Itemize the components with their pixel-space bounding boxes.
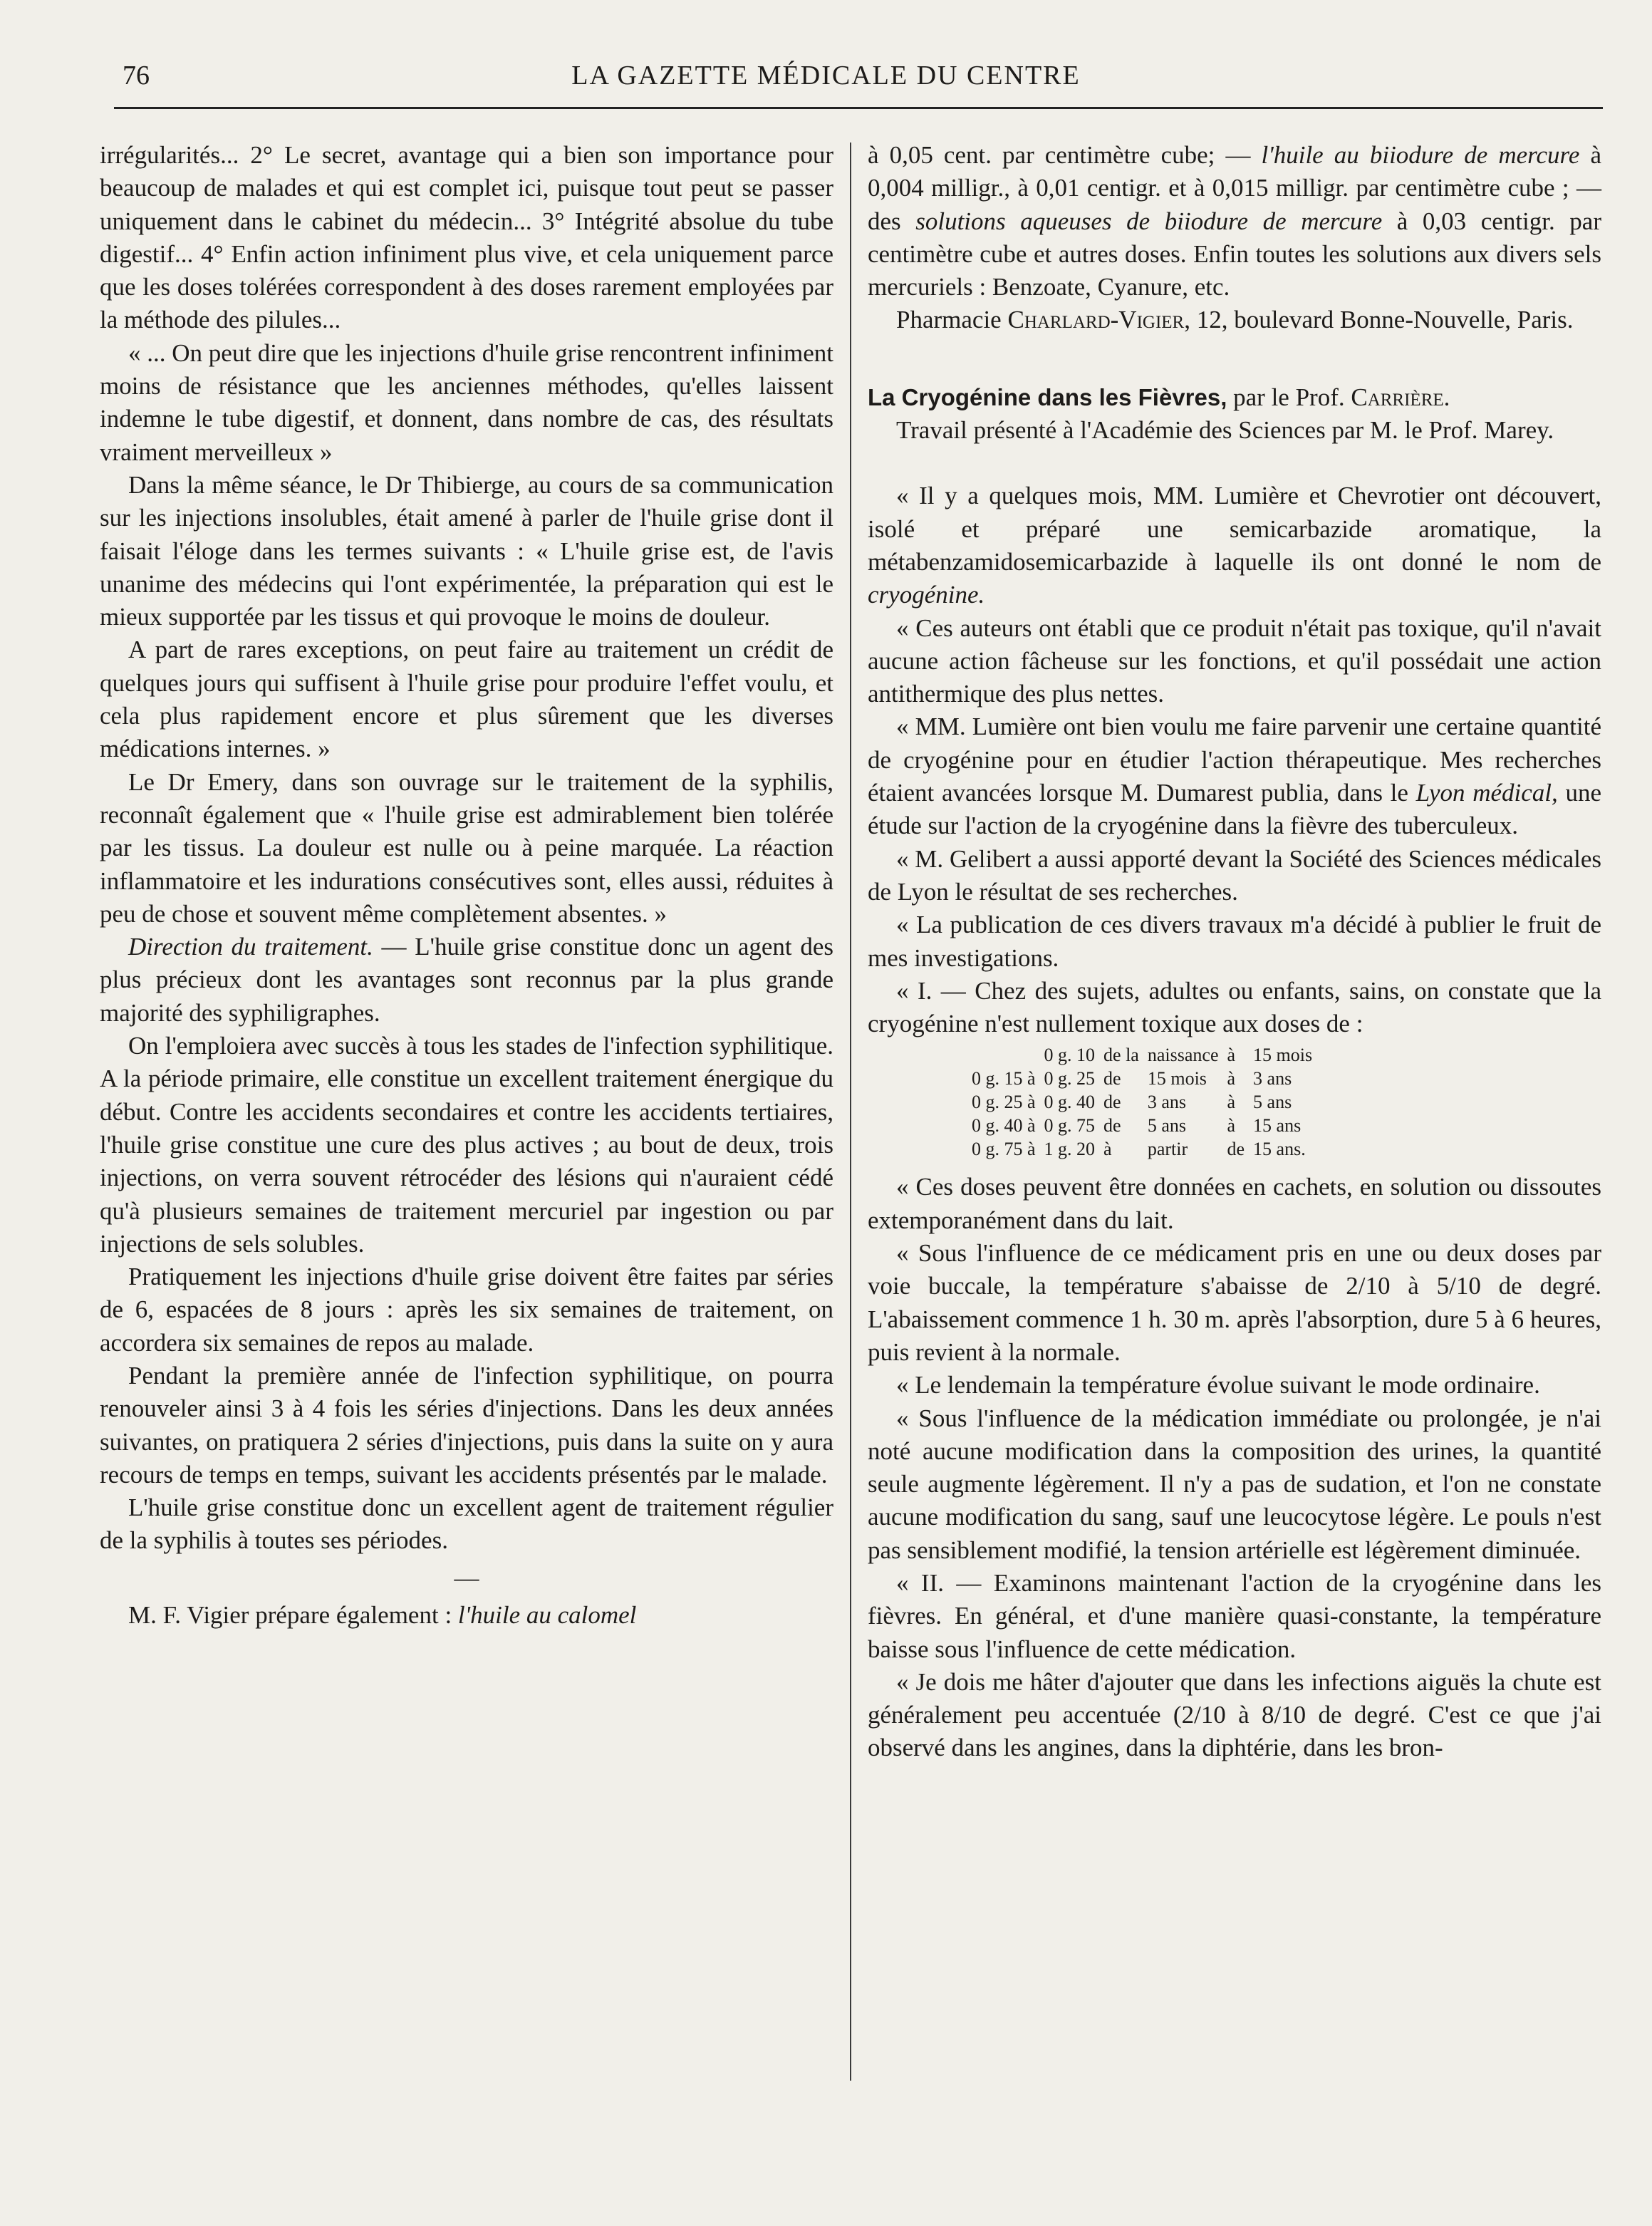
journal-name: Lyon médical, [1415, 779, 1558, 807]
table-cell: naissance [1147, 1045, 1219, 1066]
paragraph-text: Pharmacie [896, 306, 1008, 334]
paragraph: « M. Gelibert a aussi apporté devant la Société des Sciences médicales de Lyon le résultat de ses recherches. [868, 844, 1601, 906]
paragraph-text: M. F. Vigier prépare également : [128, 1601, 458, 1630]
article-title [868, 381, 1601, 414]
paragraph: « Le lendemain la température évolue suivant le mode ordinaire. [896, 1371, 1540, 1399]
page-number: 76 [123, 61, 150, 90]
paragraph: Pendant la première année de l'infection syphilitique, on pourra renouveler ainsi 3 à 4 fois les séries d'injections. Dans les deux années suivantes, on pratiquera 2 séries d'injections, puis dans la suite on y aura recours de temps en temps, suivant les accidents présentés par le malade. [100, 1361, 833, 1489]
table-cell: 15 mois [1253, 1045, 1313, 1066]
paragraph: « Sous l'influence de la médication immédiate ou prolongée, je n'ai noté aucune modification dans la composition des urines, la quantité seule augmente légèrement. Il n'y a pas de sudation, et l'on ne constate aucune modification du sang, sauf une leucocytose légère. Le pouls n'est pas sensiblement modifié, la tension artérielle est légèrement diminuée. [868, 1404, 1601, 1564]
paragraph: « Ces auteurs ont établi que ce produit n'était pas toxique, qu'il n'avait aucune action fâcheuse sur les fonctions, et qu'il possédait une action antithermique des plus nettes. [868, 614, 1601, 708]
table-cell: 5 ans [1253, 1092, 1292, 1113]
table-cell: de [1103, 1092, 1121, 1113]
journal-title: LA GAZETTE MÉDICALE DU CENTRE [571, 61, 1081, 90]
product-name: l'huile au calomel [457, 1601, 637, 1630]
table-row [967, 1114, 1316, 1137]
paragraph [868, 710, 1601, 842]
table-cell [967, 1043, 1040, 1067]
column-rule [850, 143, 851, 2081]
table-cell: à [1227, 1115, 1236, 1137]
paragraph: « Sous l'influence de ce médicament pris en une ou deux doses par voie buccale, la température s'abaisse de 2/10 à 5/10 de degré. L'abaissement commence 1 h. 30 m. après l'absorption, dure 5 à 6 heures, puis revient à la normale. [868, 1239, 1601, 1366]
table-cell: 3 ans [1253, 1068, 1292, 1089]
table-cell: de [1103, 1068, 1121, 1089]
spacer [868, 337, 1601, 381]
table-cell: de [1227, 1139, 1245, 1160]
table-cell: 0 g. 40 à [972, 1115, 1036, 1137]
paragraph-text: , 12, boulevard Bonne-Nouvelle, Paris. [1184, 306, 1574, 334]
separator: — [454, 1563, 479, 1592]
product-name: l'huile au biiodure de mercure [1261, 141, 1580, 169]
table-cell: 0 g. 25 [1044, 1068, 1096, 1089]
table-row [967, 1067, 1316, 1090]
article-title-text: La Cryogénine dans les Fièvres, [868, 383, 1227, 410]
table-cell: 0 g. 40 [1044, 1092, 1096, 1113]
paragraph [100, 931, 833, 1030]
header-rule [114, 107, 1603, 109]
paragraph [868, 480, 1601, 611]
paragraph-text: « Il y a quelques mois, MM. Lumière et Chevrotier ont découvert, isolé et préparé une semicarbazide aromatique, la métabenzamidosemicarbazide à laquelle ils ont donné le nom de [868, 482, 1601, 576]
paragraph [100, 1599, 833, 1632]
table-cell: 15 ans. [1253, 1139, 1306, 1160]
paragraph-text: — L'huile grise constitue donc un agent des plus précieux dont les avantages sont reconnus par la plus grande majorité des syphiligraphes. [100, 933, 833, 1027]
table-cell: 0 g. 10 [1044, 1045, 1096, 1066]
right-column [868, 139, 1601, 1765]
table-cell: 0 g. 15 à [972, 1068, 1036, 1089]
paragraph [868, 304, 1601, 336]
paragraph: « Ces doses peuvent être données en cachets, en solution ou dissoutes extemporanément dans du lait. [868, 1173, 1601, 1234]
table-cell: partir [1147, 1139, 1188, 1160]
paragraph-text: une étude sur l'action de la cryogénine dans la fièvre des tuberculeux. [868, 779, 1601, 840]
paragraph: A part de rares exceptions, on peut faire au traitement un crédit de quelques jours qui suffisent à l'huile grise pour produire l'effet voulu, et cela plus rapidement encore et plus sûrement que les diverses médications internes. » [100, 636, 833, 763]
table-cell: de la [1103, 1045, 1139, 1066]
dose-table [967, 1043, 1316, 1161]
left-column [100, 139, 833, 1632]
product-name: solutions aqueuses de biiodure de mercure [915, 207, 1383, 235]
paragraph-text: « MM. Lumière ont bien voulu me faire parvenir une certaine quantité de cryogénine pour en étudier l'action thérapeutique. Mes recherches étaient avancées lorsque M. Dumarest publia, dans le [868, 713, 1601, 807]
table-cell: à [1227, 1068, 1236, 1089]
paragraph-text: à 0,03 centigr. par centimètre cube et autres doses. Enfin toutes les solutions aux divers sels mercuriels : Benzoate, Cyanure, etc. [868, 207, 1602, 301]
table-cell: de [1103, 1115, 1121, 1137]
table-cell: à [1227, 1092, 1236, 1113]
table-cell: 0 g. 25 à [972, 1092, 1036, 1113]
table-cell: 15 ans [1253, 1115, 1302, 1137]
table-cell: 0 g. 75 à [972, 1139, 1036, 1160]
paragraph: « I. — Chez des sujets, adultes ou enfants, sains, on constate que la cryogénine n'est nullement toxique aux doses de : [868, 976, 1601, 1038]
pharmacy-name: Charlard-Vigier [1007, 306, 1185, 334]
table-cell: 5 ans [1147, 1115, 1187, 1137]
spacer [868, 447, 1601, 480]
paragraph: « II. — Examinons maintenant l'action de la cryogénine dans les fièvres. En général, et d'une manière quasi-constante, la température baisse sous l'influence de cette médication. [868, 1568, 1601, 1663]
paragraph: « La publication de ces divers travaux m'a décidé à publier le fruit de mes investigations. [868, 911, 1601, 972]
paragraph: irrégularités... 2° Le secret, avantage qui a bien son importance pour beaucoup de malades et qui est complet ici, puisque tout peut se passer uniquement dans le cabinet du médecin... 3° Intégrité absolue du tube digestif... 4° Enfin action infiniment plus vive, et cela uniquement parce que les doses tolérées correspondent à des doses rarement employées par la méthode des pilules... [100, 141, 833, 334]
table-cell: à [1227, 1045, 1236, 1066]
paragraph: Dans la même séance, le Dr Thibierge, au cours de sa communication sur les injections insolubles, était amené à parler de l'huile grise dont il faisait l'éloge dans les termes suivants : « L'huile grise est, de l'avis unanime des médecins qui l'ont expérimentée, la préparation qui est le mieux supportée par les tissus et qui provoque le moins de douleur. [100, 470, 833, 631]
table-row [967, 1090, 1316, 1114]
table-cell: 15 mois [1147, 1068, 1207, 1089]
paragraph: Le Dr Emery, dans son ouvrage sur le traitement de la syphilis, reconnaît également que « l'huile grise est admirablement bien tolérée par les tissus. La douleur est nulle ou à peine marquée. La réaction inflammatoire et les indurations consécutives sont, elles aussi, réduites à peu de chose et souvent même complètement absentes. » [100, 767, 833, 928]
paragraph-text: à 0,004 milligr., à 0,01 centigr. et à 0,015 milligr. par centimètre cube ; — des [868, 141, 1601, 235]
table-row [967, 1043, 1316, 1067]
table-row [967, 1137, 1316, 1161]
author-name: Carrière. [1351, 383, 1450, 411]
section-heading: Direction du traitement. [128, 933, 373, 961]
table-cell: à [1103, 1139, 1112, 1160]
table-cell: 1 g. 20 [1044, 1139, 1096, 1160]
paragraph: « ... On peut dire que les injections d'huile grise rencontrent infiniment moins de résistance que les anciennes méthodes, qu'elles laissent indemne le tube digestif, et donnent, dans nombre de cas, des résultats vraiment merveilleux » [100, 338, 833, 466]
paragraph [868, 139, 1601, 304]
byline: par le Prof. [1227, 383, 1351, 411]
drug-name: cryogénine. [868, 581, 985, 609]
paragraph: « Je dois me hâter d'ajouter que dans les infections aiguës la chute est généralement peu accentuée (2/10 à 8/10 de degré. C'est ce que j'ai observé dans les angines, dans la diphtérie, dans les bron- [868, 1667, 1601, 1762]
article-subtitle: Travail présenté à l'Académie des Sciences par M. le Prof. Marey. [896, 416, 1554, 445]
paragraph: Pratiquement les injections d'huile grise doivent être faites par séries de 6, espacées de 8 jours : après les six semaines de traitement, on accordera six semaines de repos au malade. [100, 1263, 833, 1357]
table-cell: 3 ans [1147, 1092, 1187, 1113]
paragraph: On l'emploiera avec succès à tous les stades de l'infection syphilitique. A la période primaire, elle constitue un excellent traitement énergique du début. Contre les accidents secondaires et contre les accidents tertiaires, l'huile grise constitue une cure des plus actives ; au bout de deux, trois injections, on verra souvent rétrocéder des lésions qui n'auraient cédé qu'à plusieurs semaines de traitement mercuriel par ingestion ou par injections de sels solubles. [100, 1032, 833, 1258]
paragraph: L'huile grise constitue donc un excellent agent de traitement régulier de la syphilis à toutes ses périodes. [100, 1494, 833, 1555]
paragraph-text: à 0,05 cent. par centimètre cube; — [868, 141, 1262, 169]
table-cell: 0 g. 75 [1044, 1115, 1096, 1137]
